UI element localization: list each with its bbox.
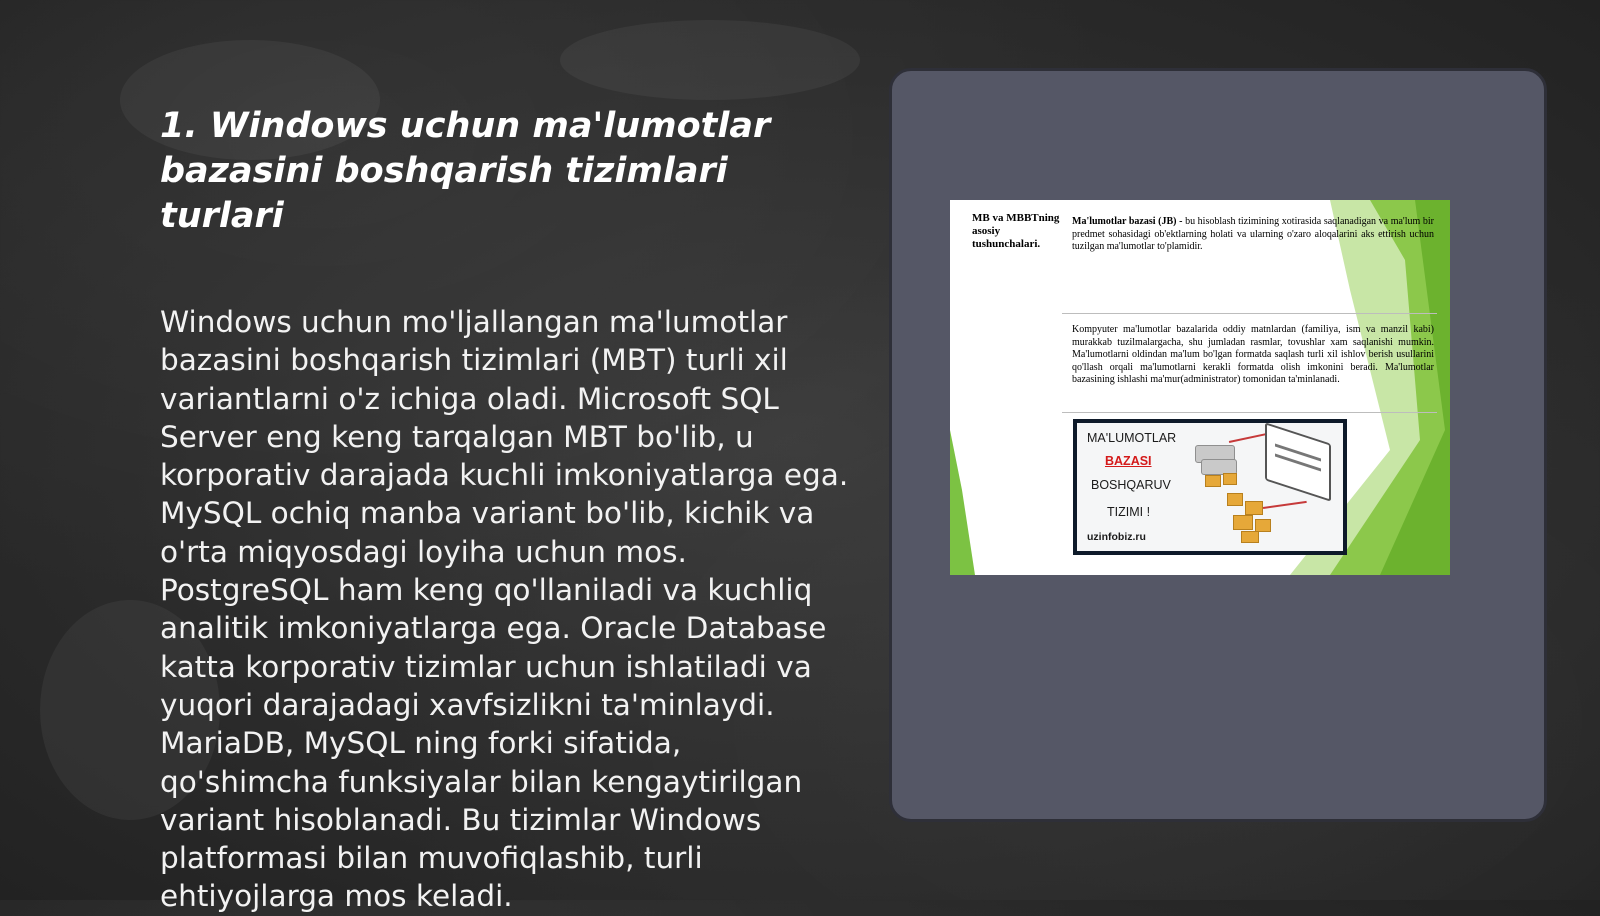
connection-line (1263, 501, 1307, 509)
dbms-illustration (1073, 419, 1347, 555)
connection-line (1229, 433, 1268, 443)
data-box-icon (1245, 501, 1263, 515)
embedded-paragraph: Kompyuter ma'lumotlar bazalarida oddiy matnlardan (familiya, ism va manzil kabi) murakkab tuzilmalargacha, shu jumladan rasmlar, tovushlar xam saqlanishi mumkin. Ma'lumotlarni oldindan ma'lum bo'lgan formatda saqlash turli xil ishlov berish usullarini qo'llash orqali ma'lumotlarni kerakli formatda olish imkonini beradi. Ma'lumotlar bazasining ishlashi ma'mur(administrator) tomonidan ta'minlanadi. (1072, 324, 1434, 386)
slide-body-text: Windows uchun mo'ljallangan ma'lumotlar bazasini boshqarish tizimlari (MBT) turli xil variantlarni o'z ichiga oladi. Microsoft SQL Server eng keng tarqalgan MBT bo'lib, u korporativ darajada kuchli imkoniyatlarga ega. MySQL ochiq manba variant bo'lib, kichik va o'rta miqyosdagi loyiha uchun mos. PostgreSQL ham keng qo'llaniladi va kuchliq analitik imkoniyatlarga ega. Oracle Database katta korporativ tizimlar uchun ishlatiladi va yuqori darajadagi xavfsizlikni ta'minlaydi. MariaDB, MySQL ning forki sifatida, qo'shimcha funksiyalar bilan kengaytirilgan variant hisoblanadi. Bu tizimlar Windows platformasi bilan muvofiqlashib, turli ehtiyojlarga mos keladi. (160, 305, 849, 914)
embedded-slide-image (950, 200, 1450, 575)
data-box-icon (1223, 473, 1237, 485)
illustration-line4: TIZIMI ! (1107, 505, 1151, 519)
slide-title: 1. Windows uchun ma'lumotlar bazasini boshqarish tizimlari turlari (160, 106, 771, 236)
definition-term: Ma'lumotlar bazasi (JB) - (1072, 216, 1183, 227)
illustration-line1: MA'LUMOTLAR (1087, 431, 1177, 445)
illustration-url: uzinfobiz.ru (1087, 531, 1146, 543)
data-box-icon (1233, 515, 1253, 530)
illustration-line2: BAZASI (1105, 454, 1152, 468)
definition-text: bu hisoblash tizimining xotirasida saqlanadigan va ma'lum bir predmet sohasidagi ob'ektlarning holati va ularning o'zaro aloqalarini aks ettirish uchun tuzilgan ma'lumotlar to'plamidir. (1072, 216, 1435, 253)
data-box-icon (1227, 493, 1243, 506)
illustration-line3: BOSHQARUV (1091, 478, 1171, 492)
embedded-definition (1072, 216, 1434, 254)
green-shape-left (950, 430, 975, 575)
data-box-icon (1205, 475, 1221, 487)
data-box-icon (1241, 531, 1259, 543)
chalk-texture (560, 20, 860, 100)
divider (1062, 313, 1437, 314)
embedded-heading: MB va MBBTning asosiy tushunchalari. (972, 212, 1060, 250)
monitor-icon (1265, 422, 1331, 501)
divider (1062, 412, 1437, 413)
